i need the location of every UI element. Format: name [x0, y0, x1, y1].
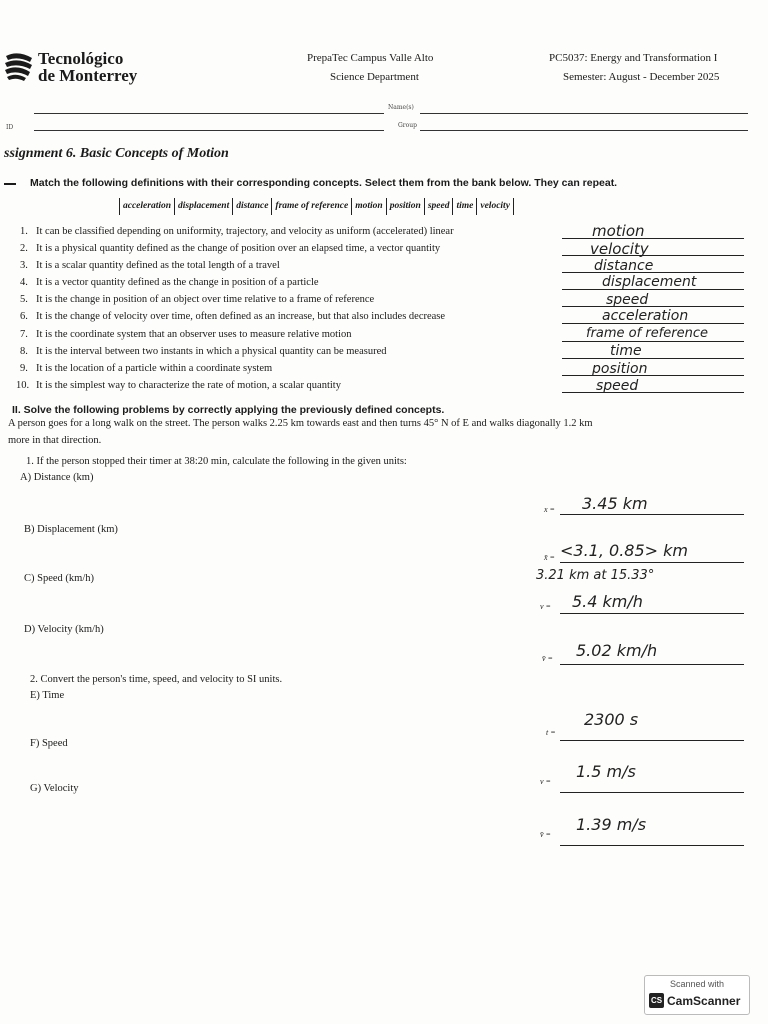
institution-name: Tecnológico de Monterrey: [38, 49, 138, 85]
answer-line[interactable]: [562, 306, 744, 307]
problem-two-prompt: 2. Convert the person's time, speed, and velocity to SI units.: [30, 674, 283, 685]
names-field-label: Name(s): [388, 104, 414, 111]
handwritten-answer: 3.45 km: [582, 494, 648, 513]
problem-intro: A person goes for a long walk on the street. The person walks 2.25 km towards east and then turns 45° N of E and walks diagonally 1.2 km: [8, 418, 593, 429]
handwritten-answer: speed: [606, 292, 649, 308]
problem-one-prompt: 1. If the person stopped their timer at 38:20 min, calculate the following in the given units:: [26, 456, 407, 467]
camscanner-logo-icon: CS: [649, 993, 664, 1008]
handwritten-answer: <3.1, 0.85> km: [560, 541, 688, 560]
handwritten-answer: frame of reference: [586, 326, 708, 341]
handwritten-answer: 2300 s: [584, 710, 639, 729]
question-item: 10. It is the simplest way to characterize the rate of motion, a scalar quantity: [16, 380, 341, 391]
handwritten-answer: 1.5 m/s: [576, 762, 636, 781]
part-g-label: G) Velocity: [30, 783, 79, 794]
symbol-label: v =: [540, 602, 551, 611]
answer-line[interactable]: [562, 392, 744, 393]
section-one-bullet: [4, 183, 16, 185]
part-a-label: A) Distance (km): [20, 472, 94, 483]
word-bank: [119, 198, 634, 215]
bank-word: speed: [424, 198, 453, 215]
symbol-label: x̄ =: [544, 553, 555, 562]
id-field-label: ID: [6, 124, 14, 131]
answer-line[interactable]: [562, 238, 744, 239]
part-b-label: B) Displacement (km): [24, 524, 118, 535]
answer-line[interactable]: [560, 514, 744, 515]
id-line[interactable]: [34, 130, 384, 131]
symbol-label: x =: [544, 505, 555, 514]
handwritten-answer: speed: [596, 378, 639, 394]
handwritten-answer: time: [610, 343, 642, 359]
part-d-label: D) Velocity (km/h): [24, 624, 104, 635]
handwritten-answer: 5.4 km/h: [572, 592, 643, 611]
part-f-label: F) Speed: [30, 738, 68, 749]
answer-line[interactable]: [560, 562, 744, 563]
question-item: 4. It is a vector quantity defined as the change in position of a particle: [20, 277, 319, 288]
scanner-name: CamScanner: [667, 993, 741, 1008]
answer-line[interactable]: [562, 341, 744, 342]
answer-line[interactable]: [560, 792, 744, 793]
handwritten-answer: 5.02 km/h: [576, 641, 658, 660]
answer-line[interactable]: [560, 613, 744, 614]
bank-word: displacement: [174, 198, 232, 215]
problem-intro-cont: more in that direction.: [8, 435, 102, 446]
question-item: 8. It is the interval between two instants in which a physical quantity can be measured: [20, 346, 387, 357]
question-item: 5. It is the change in position of an object over time relative to a frame of reference: [20, 294, 375, 305]
section-two-heading: II. Solve the following problems by correctly applying the previously defined concepts.: [12, 404, 445, 416]
question-item: 3. It is a scalar quantity defined as the total length of a travel: [20, 260, 280, 271]
handwritten-answer: displacement: [602, 274, 697, 290]
camscanner-watermark: [644, 975, 750, 1015]
bank-word: acceleration: [119, 198, 174, 215]
part-e-label: E) Time: [30, 690, 65, 701]
answer-line[interactable]: [560, 664, 744, 665]
handwritten-answer: motion: [592, 222, 645, 240]
question-item: 2. It is a physical quantity defined as the change of position over an elapsed time, a vector quantity: [20, 243, 441, 254]
bank-word: distance: [232, 198, 271, 215]
bank-word: velocity: [476, 198, 514, 215]
answer-line[interactable]: [562, 375, 744, 376]
institution-logo-icon: [4, 50, 36, 84]
bank-word: frame of reference: [271, 198, 351, 215]
symbol-label: v̄ =: [540, 830, 551, 839]
names-line[interactable]: [420, 113, 748, 114]
handwritten-answer: acceleration: [602, 308, 689, 324]
symbol-label: t =: [546, 728, 556, 737]
answer-line[interactable]: [560, 845, 744, 846]
part-c-label: C) Speed (km/h): [24, 573, 94, 584]
handwritten-answer: velocity: [590, 240, 649, 258]
question-item: 6. It is the change of velocity over time, often defined as an increase, but that also includes decrease: [20, 311, 446, 322]
student-number-line[interactable]: [34, 113, 384, 114]
answer-line[interactable]: [562, 358, 744, 359]
symbol-label: v̄ =: [542, 654, 553, 663]
assignment-title: ssignment 6. Basic Concepts of Motion: [4, 146, 229, 161]
bank-word: position: [386, 198, 424, 215]
department-name: Science Department: [330, 71, 419, 83]
group-field-label: Group: [398, 122, 417, 129]
group-line[interactable]: [420, 130, 748, 131]
scanner-caption: Scanned with: [669, 979, 725, 989]
handwritten-answer: position: [592, 361, 648, 377]
handwritten-answer: 3.21 km at 15.33°: [536, 568, 655, 583]
bank-word: motion: [351, 198, 385, 215]
question-item: 7. It is the coordinate system that an observer uses to measure relative motion: [20, 329, 352, 340]
bank-word: time: [452, 198, 476, 215]
semester: Semester: August - December 2025: [563, 71, 720, 83]
handwritten-answer: 1.39 m/s: [576, 815, 647, 834]
course-name: PC5037: Energy and Transformation I: [549, 52, 718, 64]
section-one-heading: Match the following definitions with their corresponding concepts. Select them from the bank below. They can repeat.: [30, 177, 618, 189]
campus-name: PrepaTec Campus Valle Alto: [307, 52, 434, 64]
symbol-label: v =: [540, 777, 551, 786]
question-item: 1. It can be classified depending on uniformity, trajectory, and velocity as uniform (accelerated) linear: [20, 226, 454, 237]
answer-line[interactable]: [560, 740, 744, 741]
handwritten-answer: distance: [594, 258, 654, 274]
question-item: 9. It is the location of a particle within a coordinate system: [20, 363, 273, 374]
